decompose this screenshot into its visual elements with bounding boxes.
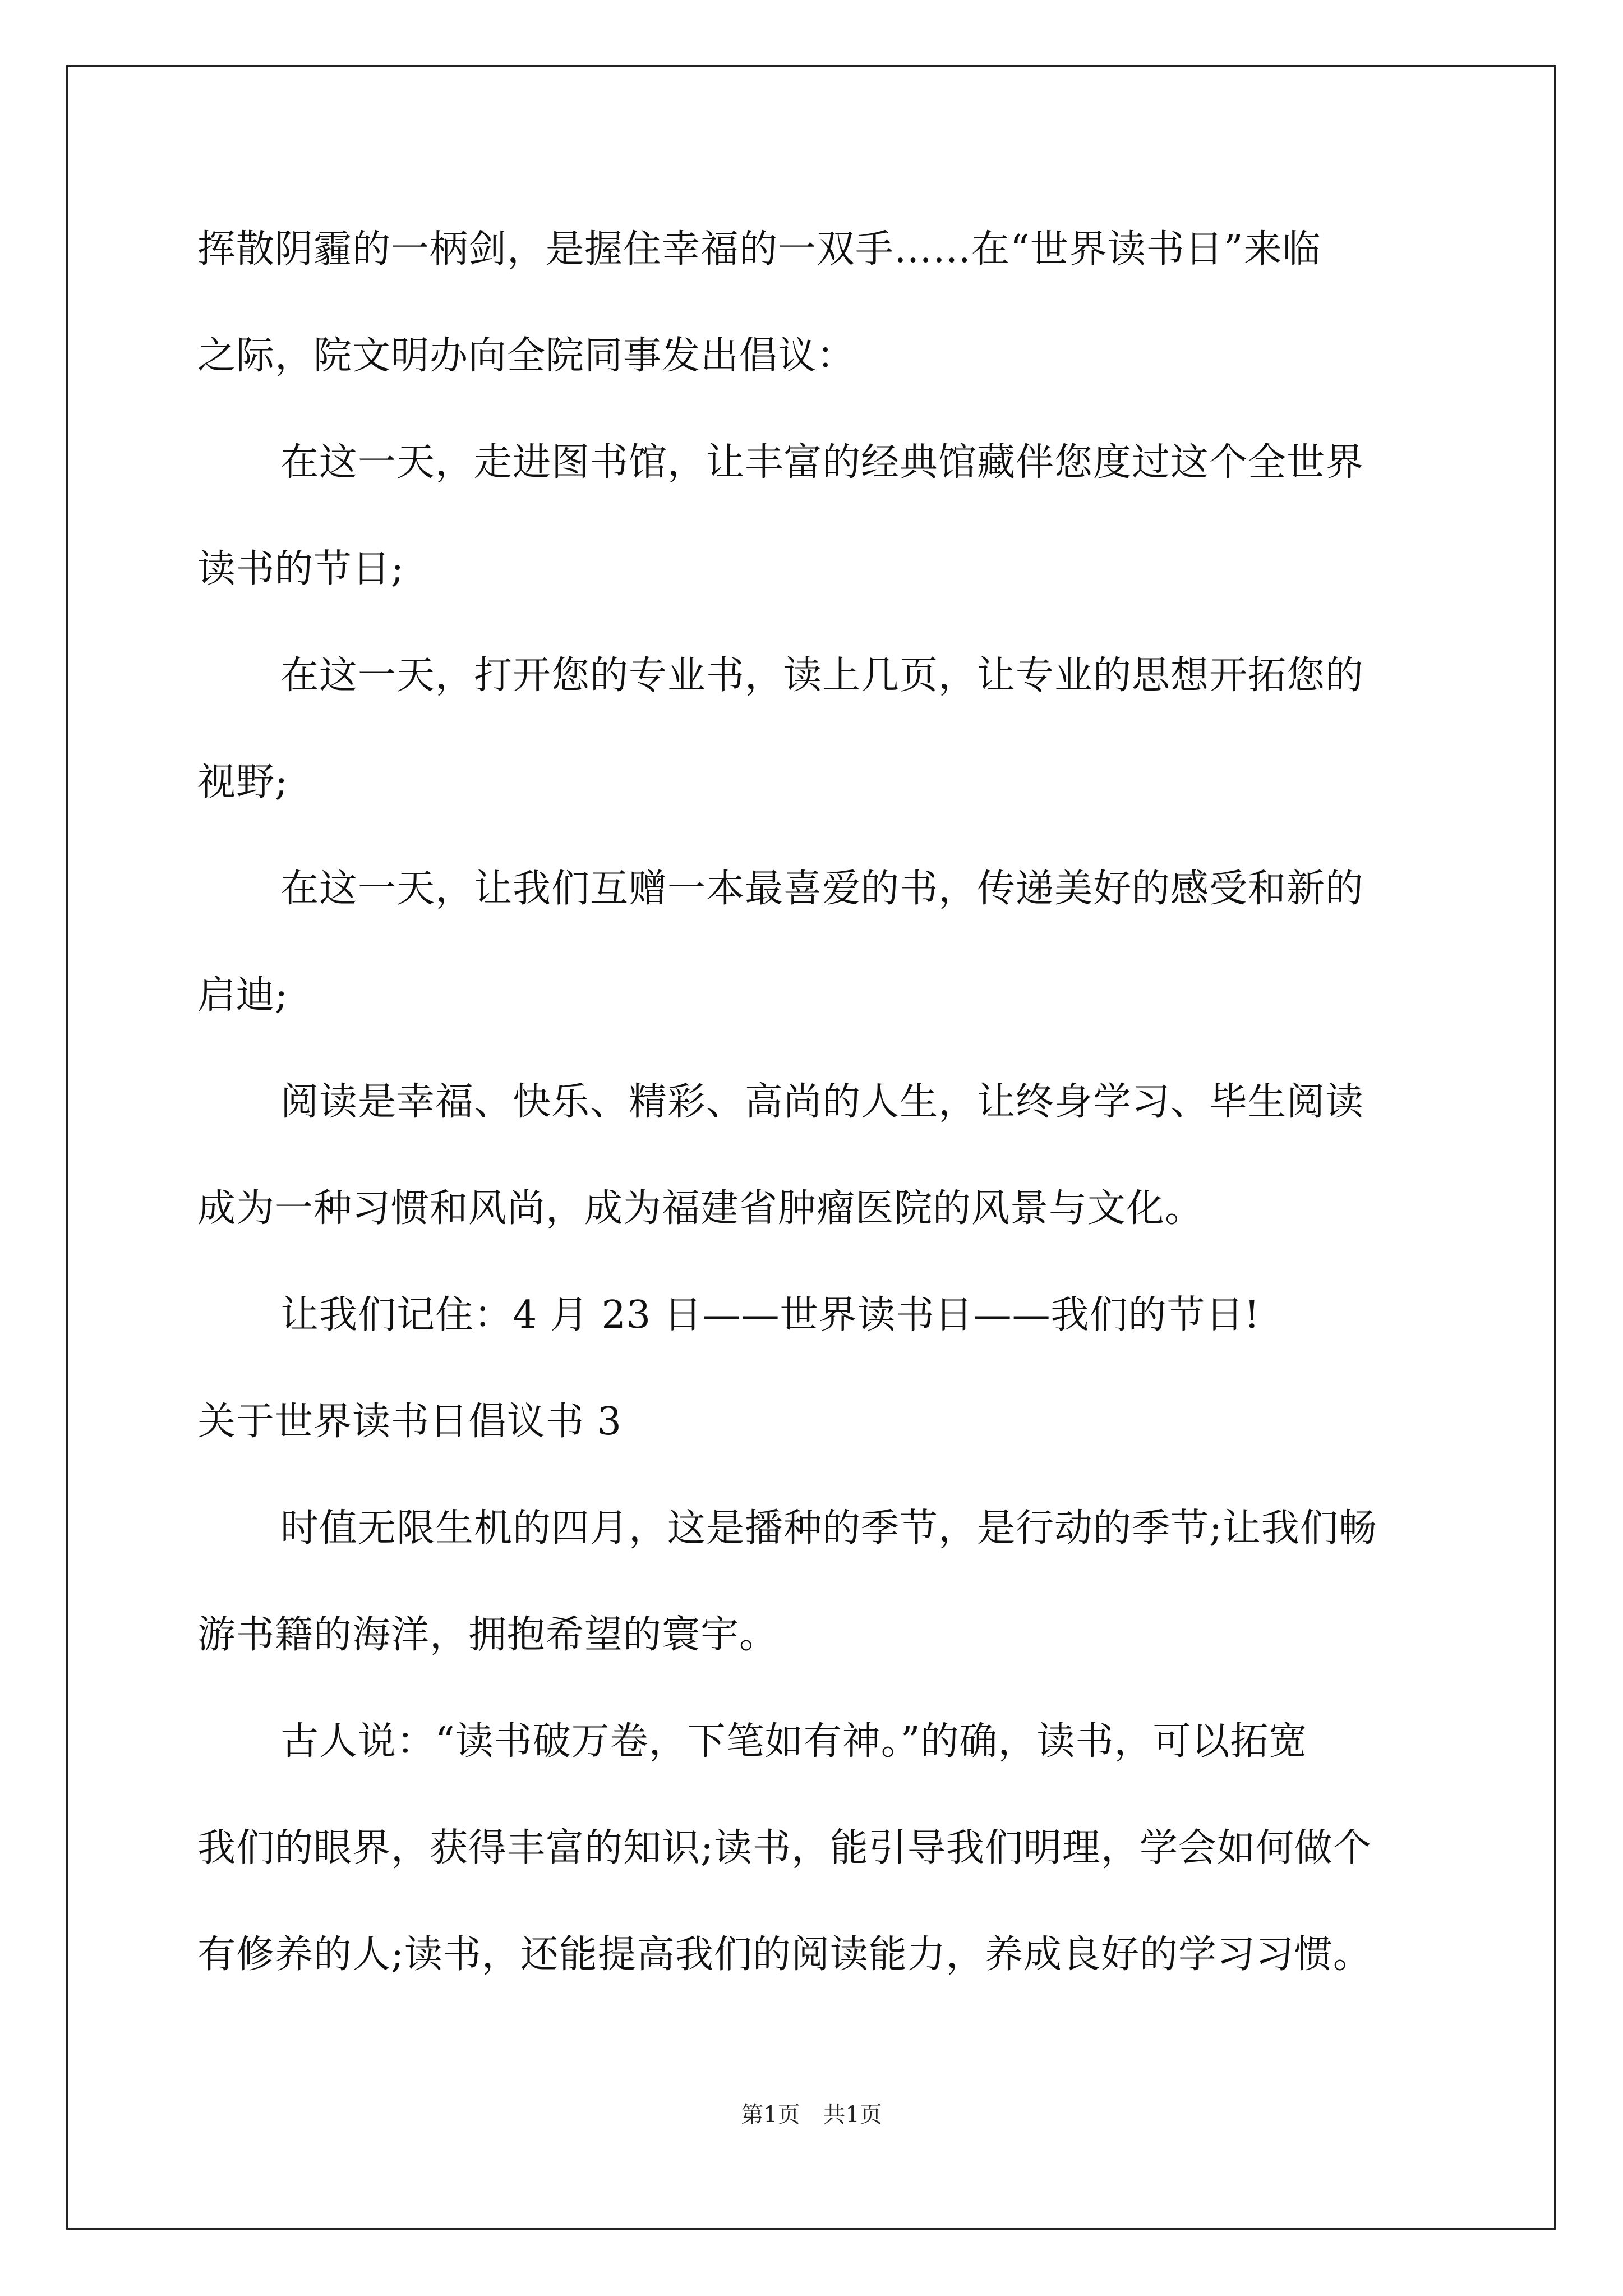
paragraph-first-line: 阅读是幸福、快乐、精彩、高尚的人生，让终身学习、毕生阅读 [280, 1080, 1364, 1124]
text-line: 读书的节日; [197, 547, 404, 591]
document-body [197, 211, 1431, 2023]
page-number-footer: 第1页 共1页 [741, 2102, 882, 2128]
paragraph-first-line: 在这一天，走进图书馆，让丰富的经典馆藏伴您度过这个全世界 [280, 440, 1364, 485]
text-line: 视野; [197, 760, 288, 804]
text-line: 有修养的人;读书，还能提高我们的阅读能力，养成良好的学习习惯。 [197, 1932, 1372, 1977]
paragraph-first-line: 时值无限生机的四月，这是播种的季节，是行动的季节;让我们畅 [280, 1506, 1377, 1550]
text-line: 成为一种习惯和风尚，成为福建省肿瘤医院的风景与文化。 [197, 1186, 1204, 1231]
paragraph-first-line: 在这一天，让我们互赠一本最喜爱的书，传递美好的感受和新的 [280, 867, 1364, 911]
section-heading: 关于世界读书日倡议书 3 [197, 1400, 622, 1444]
paragraph-first-line: 在这一天，打开您的专业书，读上几页，让专业的思想开拓您的 [280, 654, 1364, 698]
text-line: 之际，院文明办向全院同事发出倡议： [197, 334, 856, 378]
paragraph-first-line: 让我们记住：4 月 23 日——世界读书日——我们的节日! [280, 1293, 1260, 1337]
paragraph-first-line: 古人说：“读书破万卷，下笔如有神。”的确，读书，可以拓宽 [280, 1719, 1308, 1764]
text-line: 挥散阴霾的一柄剑，是握住幸福的一双手……在“世界读书日”来临 [197, 227, 1321, 272]
text-line: 启迪; [197, 973, 288, 1018]
text-line: 我们的眼界，获得丰富的知识;读书，能引导我们明理，学会如何做个 [197, 1826, 1372, 1870]
text-line: 游书籍的海洋，拥抱希望的寰宇。 [197, 1613, 778, 1657]
